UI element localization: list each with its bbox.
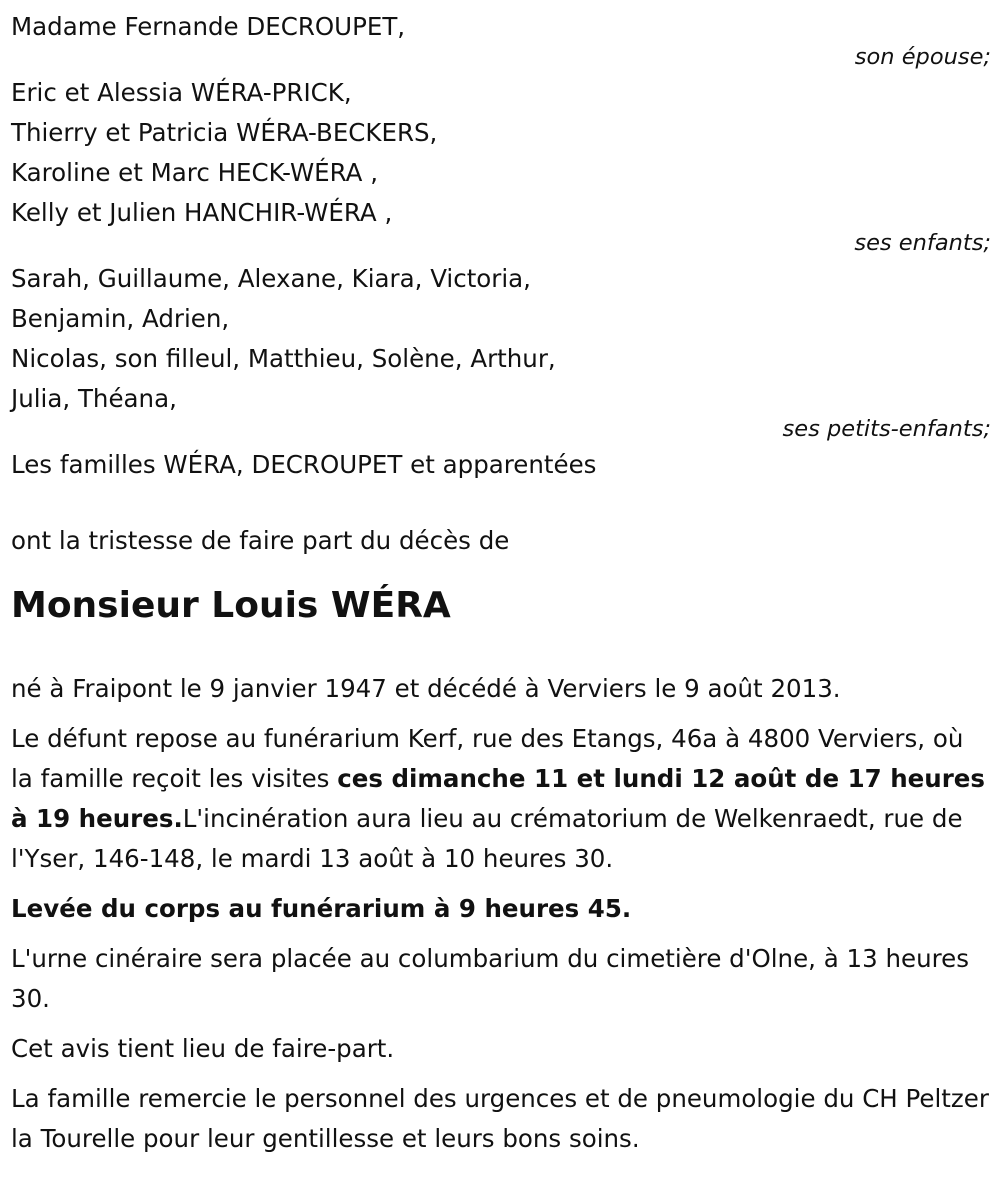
thanks-info: La famille remercie le personnel des urgences et de pneumologie du CH Peltzer la Tourelle pour leur gentillesse et leurs bons soins. bbox=[11, 1084, 989, 1153]
obituary-notice bbox=[11, 7, 991, 1159]
spouse-role: son épouse; bbox=[854, 44, 991, 70]
children-role: ses enfants; bbox=[854, 230, 991, 256]
grandchild-line: Nicolas, son filleul, Matthieu, Solène, Arthur, bbox=[11, 344, 556, 373]
announcement-intro: ont la tristesse de faire part du décès de bbox=[11, 526, 510, 555]
grandchild-line: Julia, Théana, bbox=[11, 384, 177, 413]
grandchildren-role: ses petits-enfants; bbox=[782, 416, 991, 442]
child-line: Thierry et Patricia WÉRA-BECKERS, bbox=[11, 118, 438, 147]
cremation-info: L'incinération aura lieu au crématorium de Welkenraedt, rue de l'Yser, 146-148, le mardi 13 août à 10 heures 30. bbox=[11, 804, 963, 873]
grandchild-line: Benjamin, Adrien, bbox=[11, 304, 230, 333]
repose-text: Le défunt repose au funérarium Kerf, rue des Etangs, 46a à 4800 Verviers, où la famille reçoit les visites bbox=[11, 724, 964, 793]
spouse-section bbox=[11, 7, 991, 69]
spouse-name: Madame Fernande DECROUPET, bbox=[11, 12, 406, 41]
levee-info: Levée du corps au funérarium à 9 heures 45. bbox=[11, 894, 632, 923]
deceased-name: Monsieur Louis WÉRA bbox=[11, 585, 451, 626]
birth-death-info: né à Fraipont le 9 janvier 1947 et décédé à Verviers le 9 août 2013. bbox=[11, 674, 841, 703]
extended-families: Les familles WÉRA, DECROUPET et apparentées bbox=[11, 450, 597, 479]
child-line: Eric et Alessia WÉRA-PRICK, bbox=[11, 78, 352, 107]
grandchild-line: Sarah, Guillaume, Alexane, Kiara, Victoria, bbox=[11, 264, 531, 293]
children-section bbox=[11, 73, 991, 255]
notice-info: Cet avis tient lieu de faire-part. bbox=[11, 1034, 395, 1063]
funeral-home-info bbox=[11, 719, 991, 879]
urn-info: L'urne cinéraire sera placée au columbarium du cimetière d'Olne, à 13 heures 30. bbox=[11, 944, 970, 1013]
child-line: Karoline et Marc HECK-WÉRA , bbox=[11, 158, 379, 187]
visiting-hours: ces dimanche 11 et lundi 12 août de 17 heures à 19 heures. bbox=[11, 764, 986, 833]
grandchildren-section bbox=[11, 259, 991, 441]
child-line: Kelly et Julien HANCHIR-WÉRA , bbox=[11, 198, 393, 227]
